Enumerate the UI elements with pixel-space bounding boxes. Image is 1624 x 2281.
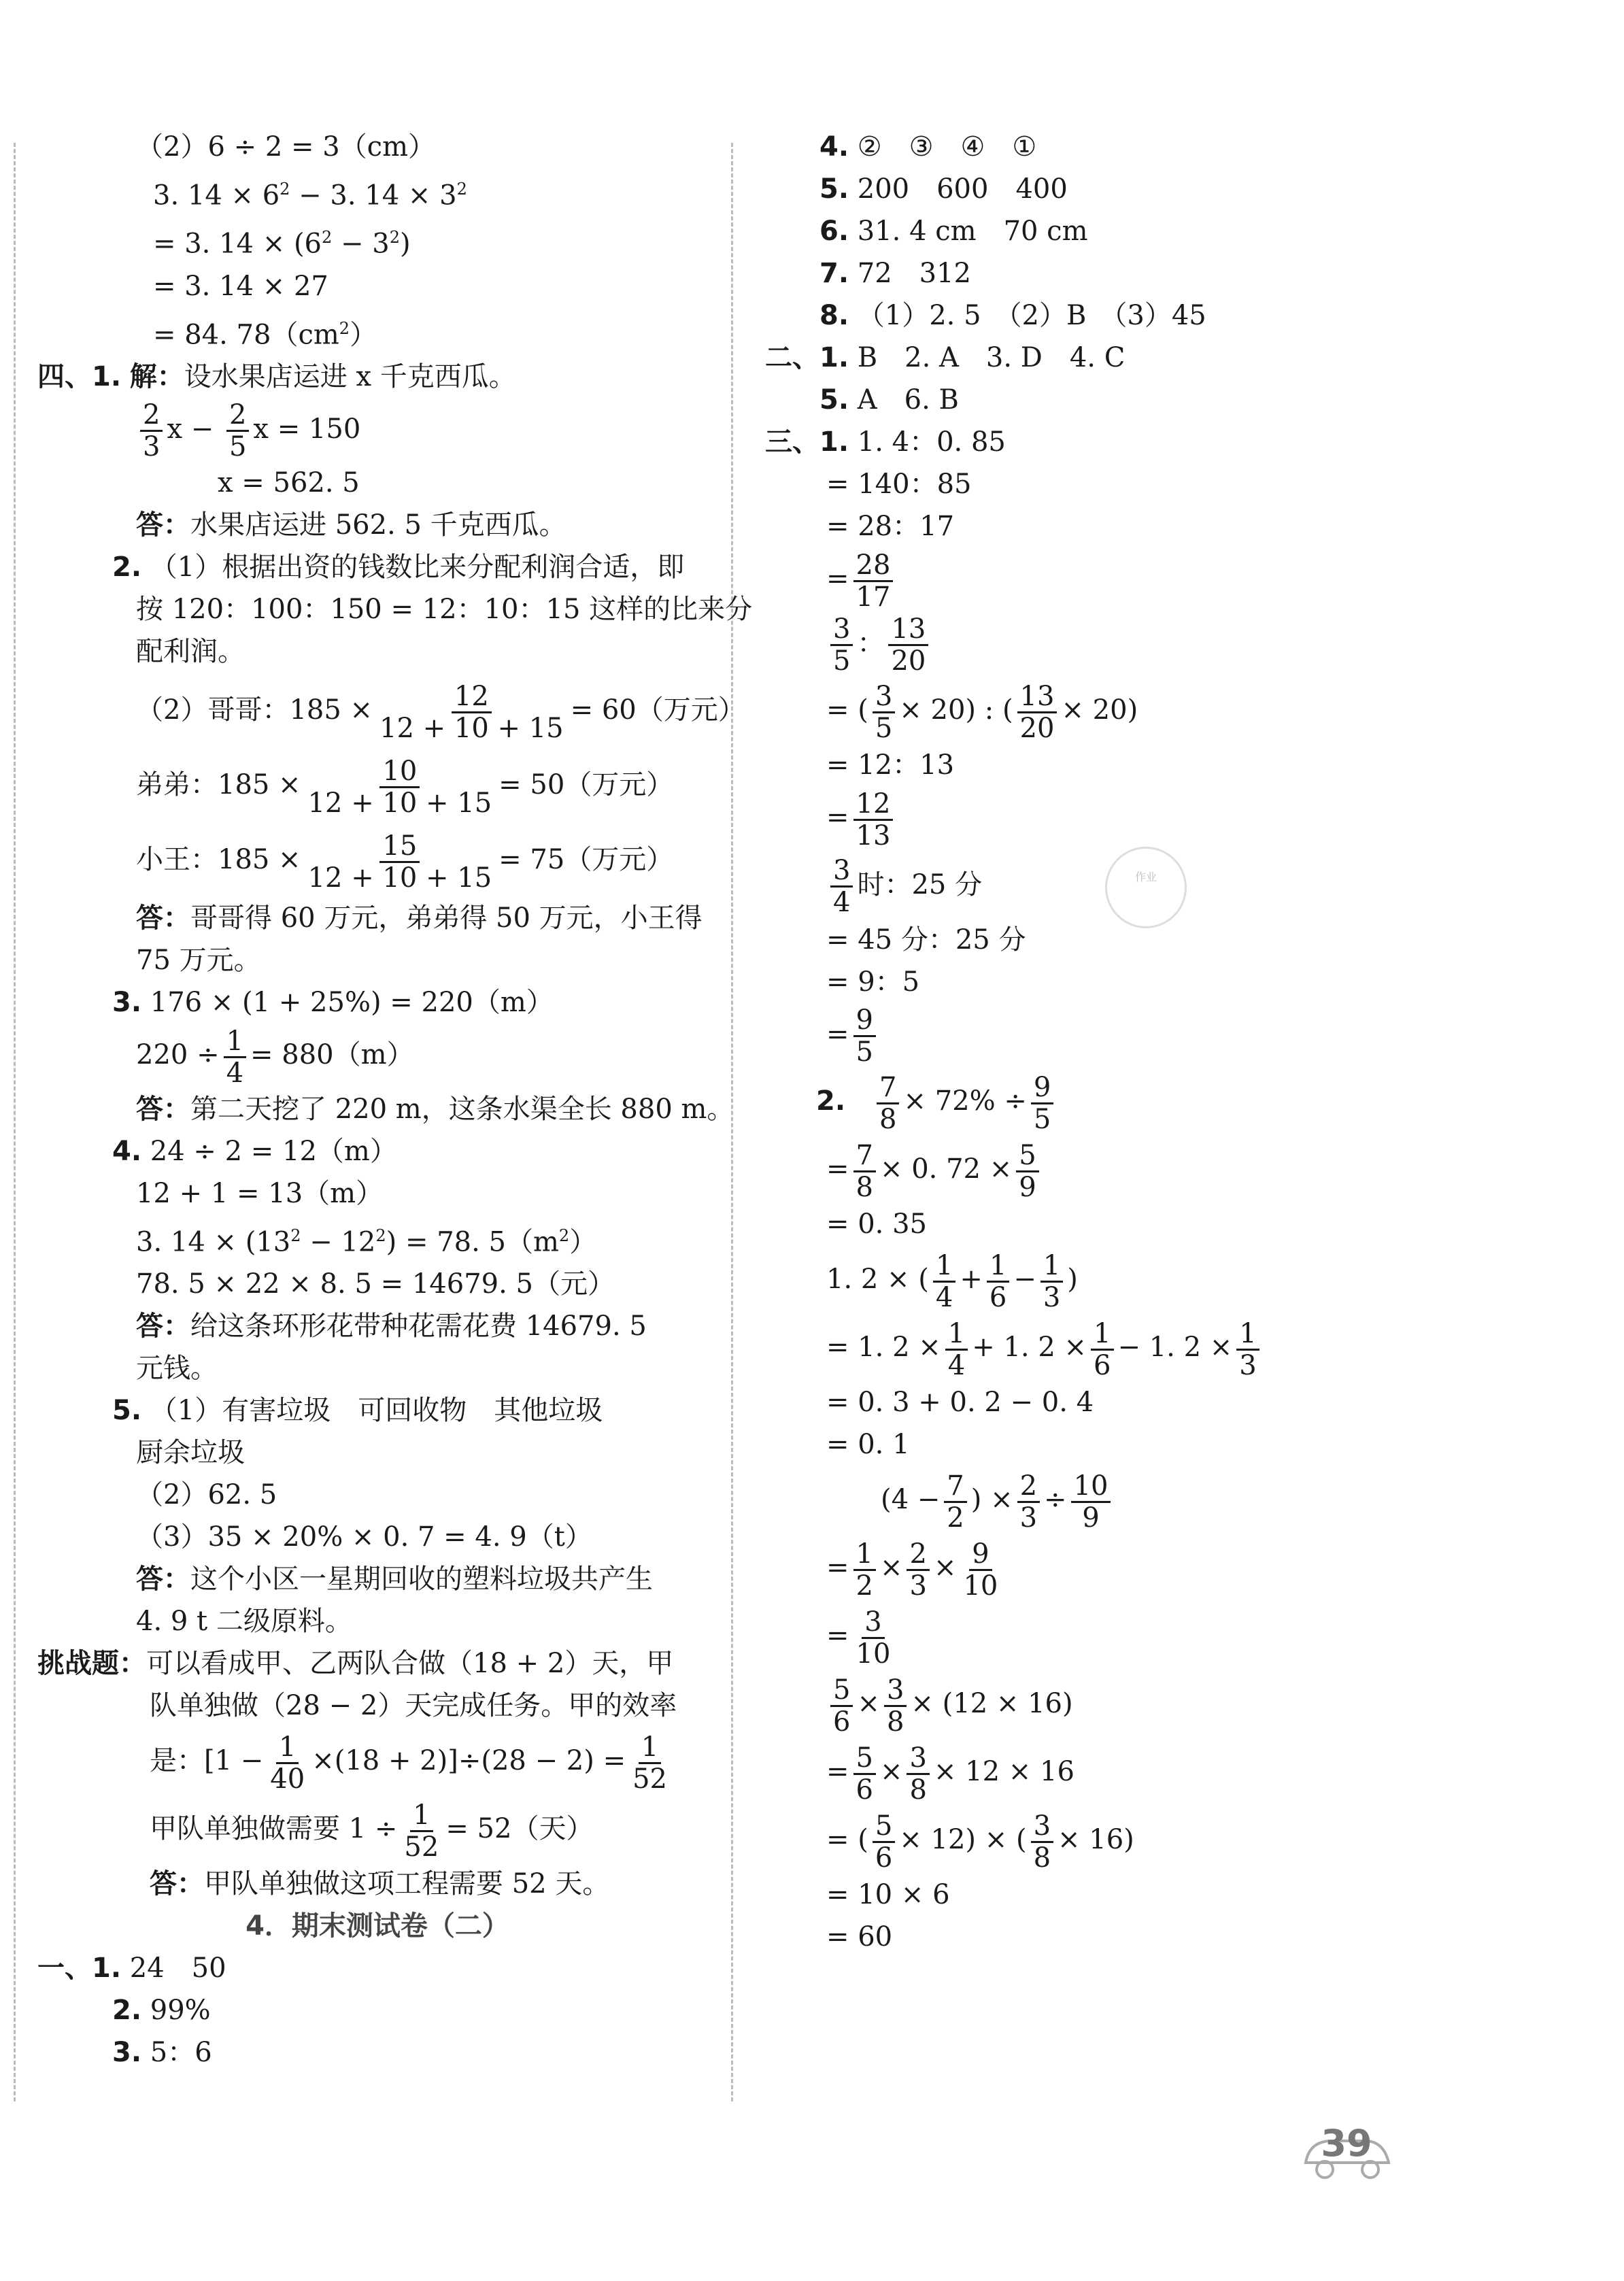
line: = ( $\frac{5}{6}$ × 12) × ( $\frac{3}{8}$ × 16) [826,1810,1134,1874]
line: 75 万元。 [136,945,261,977]
left-column [37,126,753,2074]
line: 元钱。 [136,1353,218,1385]
line: = 0. 3 + 0. 2 − 0. 4 [826,1387,1094,1418]
line: 5. （1）有害垃圾 可回收物 其他垃圾 [112,1395,603,1427]
answer: 答：给这条环形花带种花需花费 14679. 5 [136,1311,647,1342]
line: 5. 200 600 400 [819,173,1068,205]
line: = $\frac{12}{13}$ [765,786,1547,851]
line: 6. 31. 4 cm 70 cm [819,216,1088,247]
line: $\frac{5}{6}$ × $\frac{3}{8}$ × (12 × 16) [765,1670,1547,1738]
line: （2）62. 5 [136,1479,277,1511]
line: 2. $\frac{7}{8}$ × 72% ÷ $\frac{9}{5}$ [765,1067,1547,1135]
answer: 答：哥哥得 60 万元，弟弟得 50 万元，小王得 [136,902,703,934]
equation: $\frac{2}{3}$ x − $\frac{2}{5}$ x = 150 [37,398,717,462]
line: = 3. $14 \times (6^2 - 3^2)$ [153,228,411,260]
line: 3. 5：6 [112,2037,212,2069]
line: 12 + 1 = 13（m） [136,1177,384,1209]
line: （2）6 ÷ 2 = 3（cm） [136,131,436,163]
line: = 1. 2 × $\frac{1}{4}$ + 1. 2 × $\frac{1}{6}$ − 1. 2 × $\frac{1}{3}$ [765,1313,1547,1381]
challenge: 挑战题：可以看成甲、乙两队合做（18 + 2）天，甲 [37,1648,674,1680]
right-column [765,126,1547,1958]
line: = 60 [826,1921,893,1953]
line: = 0. 1 [826,1429,910,1460]
section-title: 4．期末测试卷（二） [246,1910,509,1942]
line: 78. 5 × 22 × 8. 5 = 14679. 5（元） [136,1268,615,1300]
answer: 答：水果店运进 562. 5 千克西瓜。 [136,509,566,541]
line: = 10 × 6 [826,1879,950,1910]
line: = $\frac{9}{5}$ [765,1003,1547,1068]
line: $\frac{3}{4}$ 时：25 分 [765,851,1547,919]
line: (4 − $\frac{7}{2}$ ) × $\frac{2}{3}$ ÷ $\frac{10}{9}$ [765,1466,1547,1534]
line: x = 562. 5 [218,467,360,499]
line: 厨余垃圾 [136,1437,245,1469]
line: 四、1. 解：设水果店运进 x 千克西瓜。 [37,360,516,392]
line: 三、1. 1. 4：0. 85 [765,426,1006,458]
line: = $\frac{7}{8}$ × 0. 72 × $\frac{5}{9}$ [765,1135,1547,1203]
line: = $\frac{1}{2}$ × $\frac{2}{3}$ × $\frac{9}{10}$ [826,1538,998,1602]
line: 队单独做（28 − 2）天完成任务。甲的效率 [150,1690,677,1722]
line: 弟弟：185 × $\frac{10}{12 + 10 + 15}$ = 50（万元） [136,755,674,819]
line: = 3. 14 × 27 [153,270,328,302]
page-number-badge [1299,2122,1394,2186]
page-number: 39 [1321,2122,1372,2165]
line: = $\frac{3}{10}$ [826,1606,891,1670]
line: = 45 分：25 分 [826,924,1026,956]
line: 8. （1）2. 5 （2）B （3）45 [819,300,1206,331]
answer: 答：这个小区一星期回收的塑料垃圾共产生 [136,1564,653,1595]
line: 4. 9 t 二级原料。 [136,1606,352,1638]
line: = 9：5 [826,966,920,998]
answer: 答：第二天挖了 220 m，这条水渠全长 880 m。 [136,1093,734,1125]
line: 220 ÷ $\frac{1}{4}$ = 880（m） [136,1025,414,1089]
line: $\frac{3}{5}$ ： $\frac{13}{20}$ [765,612,1547,677]
line: 配利润。 [136,636,245,668]
line: 7. 72 312 [819,258,971,289]
left-margin-rule [14,143,16,2101]
line: （3）35 × 20% × 0. 7 = 4. 9（t） [136,1521,592,1553]
line: 5. A 6. B [819,384,959,416]
line: 3. $14 \times 6^2 - 3$. $14 \times 3^2$ [153,180,467,212]
line: = 28：17 [826,511,955,542]
line: 4. ② ③ ④ ① [819,131,1037,163]
line: 2. （1）根据出资的钱数比来分配利润合适，即 [112,552,685,584]
line: = 0. 35 [826,1209,928,1240]
line: （2）哥哥：185 × $\frac{12}{12 + 10 + 15}$ = 60（万元） [136,680,745,744]
line: = $\frac{28}{17}$ [765,547,1547,612]
line: 按 120：100：150 = 12：10：15 这样的比来分 [136,594,753,626]
line: 是：[1 − $\frac{1}{40}$ ×(18 + 2)]÷(28 − 2) = $\frac{1}{52}$ [150,1731,667,1795]
line: 4. 24 ÷ 2 = 12（m） [112,1135,397,1167]
line: = 12：13 [826,749,955,781]
line: = 140：85 [826,469,972,500]
line: = $\frac{5}{6}$ × $\frac{3}{8}$ × 12 × 16 [826,1742,1075,1806]
line: 3. $14 \times (13^2 - 12^2) = 78$. $5(m^2)$ [136,1226,597,1258]
line: = ( $\frac{3}{5}$ × 20) : ( $\frac{13}{20}$ × 20) [826,680,1138,744]
line: 一、1. 24 50 [37,1953,226,1984]
answer: 答：甲队单独做这项工程需要 52 天。 [150,1868,610,1900]
line: 2. 99% [112,1995,211,2027]
line: = 84. $78(cm^2)$ [153,318,377,350]
line: 3. 176 × (1 + 25%) = 220（m） [112,987,554,1019]
line: 小王：185 × $\frac{15}{12 + 10 + 15}$ = 75（万元） [136,830,674,894]
line: 甲队单独做需要 1 ÷ $\frac{1}{52}$ = 52（天） [150,1799,594,1863]
line: 二、1. B 2. A 3. D 4. C [765,342,1126,373]
line: 1. 2 × ( $\frac{1}{4}$ + $\frac{1}{6}$ − $\frac{1}{3}$ ) [826,1249,1078,1313]
stamp-watermark: 作业 [1105,847,1187,928]
